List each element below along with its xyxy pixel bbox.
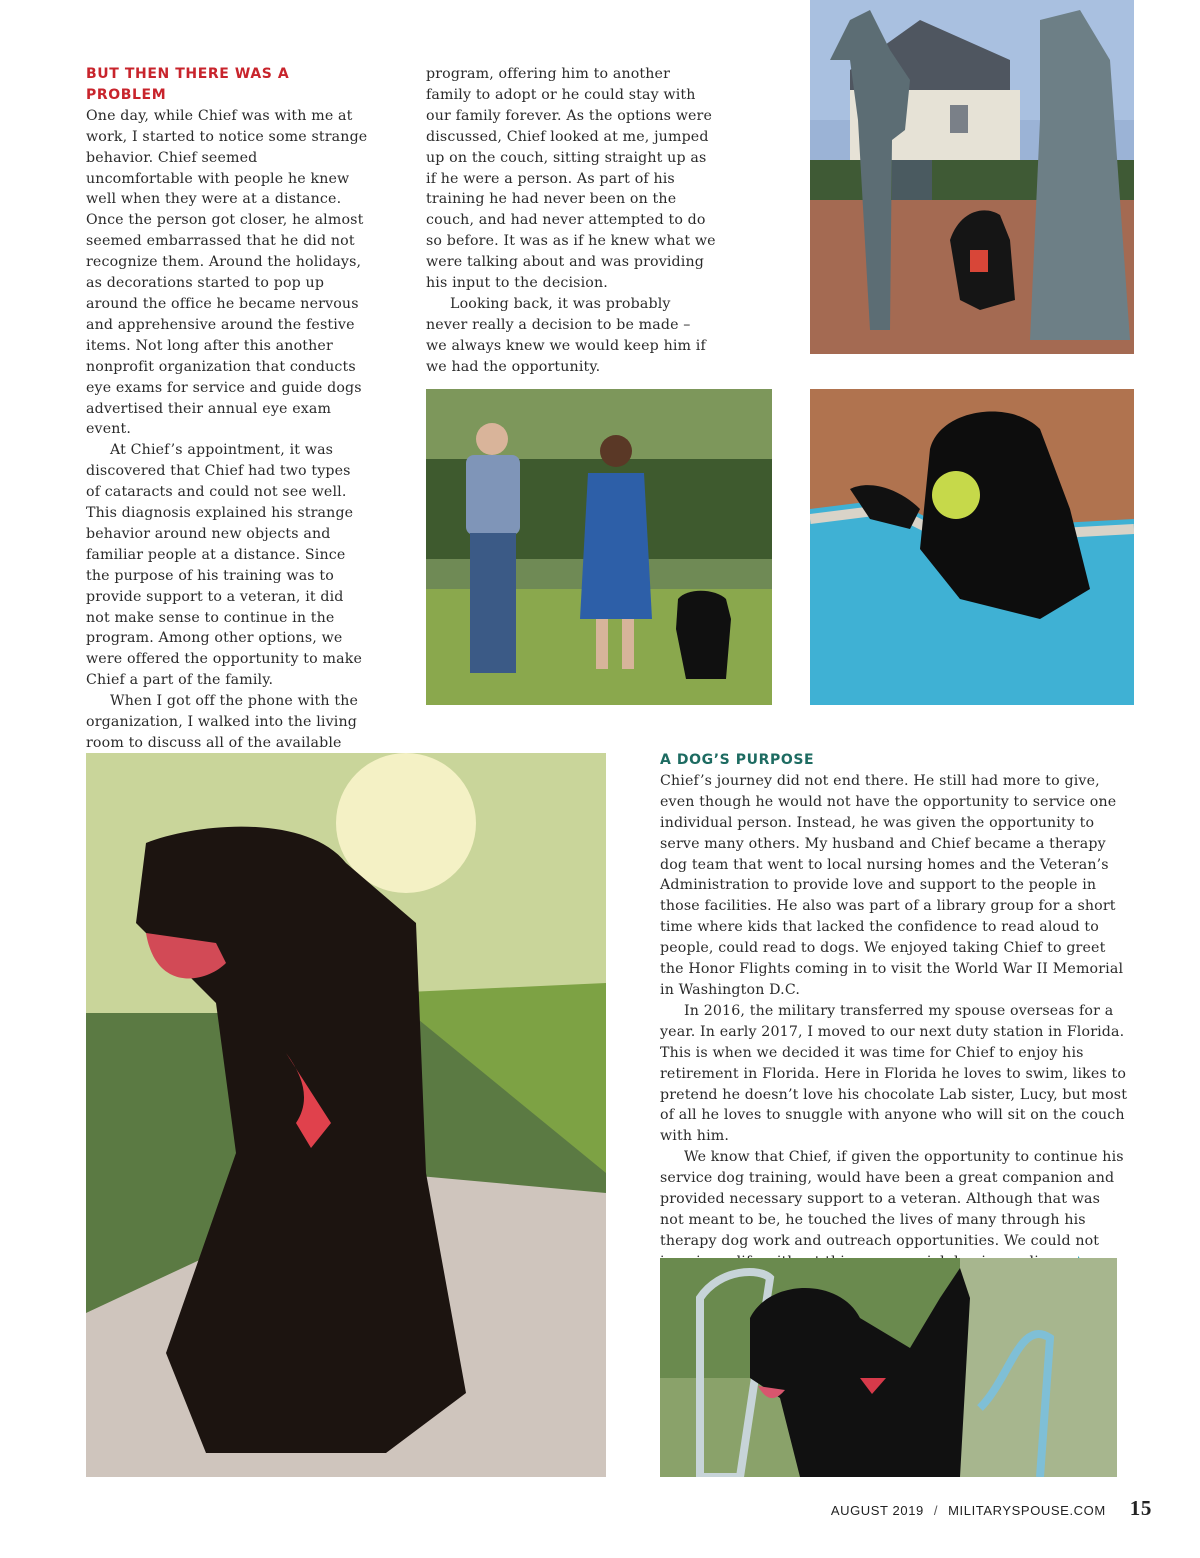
footer-separator: /: [933, 1503, 939, 1518]
paragraph: One day, while Chief was with me at work, I started to notice some strange behavior. Chief seemed uncomfortable with people he knew well when they were at a distance. Once the person got closer, he almost seemed embarrassed that he did not recognize them. Around the holidays, as decorations started to pop up around the office he became nervous and apprehensive around the festive items. Not long after this another nonprofit organization that conducts eye exams for service and guide dogs advertised their annual eye exam event.: [86, 107, 368, 438]
paragraph: [660, 1147, 1128, 1272]
photo-wet-dog-by-pool: [660, 1258, 1117, 1477]
page-number: 15: [1129, 1496, 1152, 1520]
photo-dog-portrait-sunlight: [86, 753, 606, 1477]
issue-date: AUGUST 2019: [830, 1503, 924, 1518]
photo-dog-with-statues: [810, 0, 1134, 354]
article-column-2: [426, 64, 716, 378]
photo-couple-walking-dog: [426, 389, 772, 705]
paragraph: In 2016, the military transferred my spouse overseas for a year. In early 2017, I moved to our next duty station in Florida. This is when we decided it was time for Chief to enjoy his retirement in Florida. Here in Florida he loves to swim, likes to pretend he doesn’t love his chocolate Lab sister, Lucy, but most of all he loves to snuggle with anyone who will sit on the couch with him.: [660, 1002, 1128, 1145]
article-column-1: [86, 64, 368, 796]
paragraph: program, offering him to another family to adopt or he could stay with our family forever. As the options were discussed, Chief looked at me, jumped up on the couch, sitting straight up as if he were a person. As part of his training he had never been on the couch, and had never attempted to do so before. It was as if he knew what we were talking about and was providing his input to the decision.: [426, 66, 716, 292]
page-footer: [831, 1496, 1152, 1522]
article-column-3: [660, 750, 1128, 1273]
paragraph: Chief’s journey did not end there. He still had more to give, even though he would not have the opportunity to service one individual person. Instead, he was given the opportunity to serve many others. My husband and Chief became a therapy dog team that went to local nursing homes and the Veteran’s Administration to provide love and support to the people in those facilities. He also was part of a library group for a short time where kids that lacked the confidence to read aloud to people, could read to dogs. We enjoyed taking Chief to greet the Honor Flights coming in to visit the World War II Memorial in Washington D.C.: [660, 772, 1124, 998]
paragraph: At Chief’s appointment, it was discovered that Chief had two types of cataracts and could not see well. This diagnosis explained his strange behavior around new objects and familiar people at a distance. Since the purpose of his training was to provide support to a veteran, it did not make sense to continue in the program. Among other options, we were offered the opportunity to make Chief a part of the family.: [86, 442, 363, 689]
paragraph-text: We know that Chief, if given the opportunity to continue his service dog training, would have been a great companion and provided necessary support to a veteran. Although that was not meant to be, he touched the lives of many through his therapy dog work and outreach opportunities. We could not: [660, 1149, 1124, 1249]
website-link[interactable]: MILITARYSPOUSE.COM: [948, 1503, 1106, 1518]
section-heading-dogs-purpose: A DOG’S PURPOSE: [660, 752, 815, 768]
photo-dog-in-pool-with-ball: [810, 389, 1134, 705]
paragraph: Looking back, it was probably never really a decision to be made – we always knew we would keep him if we had the opportunity.: [426, 295, 706, 375]
section-heading-problem: BUT THEN THERE WAS A PROBLEM: [86, 66, 290, 103]
paragraph: When I got off the phone with the organization, I walked into the living room to discuss all of the available: [86, 693, 359, 751]
